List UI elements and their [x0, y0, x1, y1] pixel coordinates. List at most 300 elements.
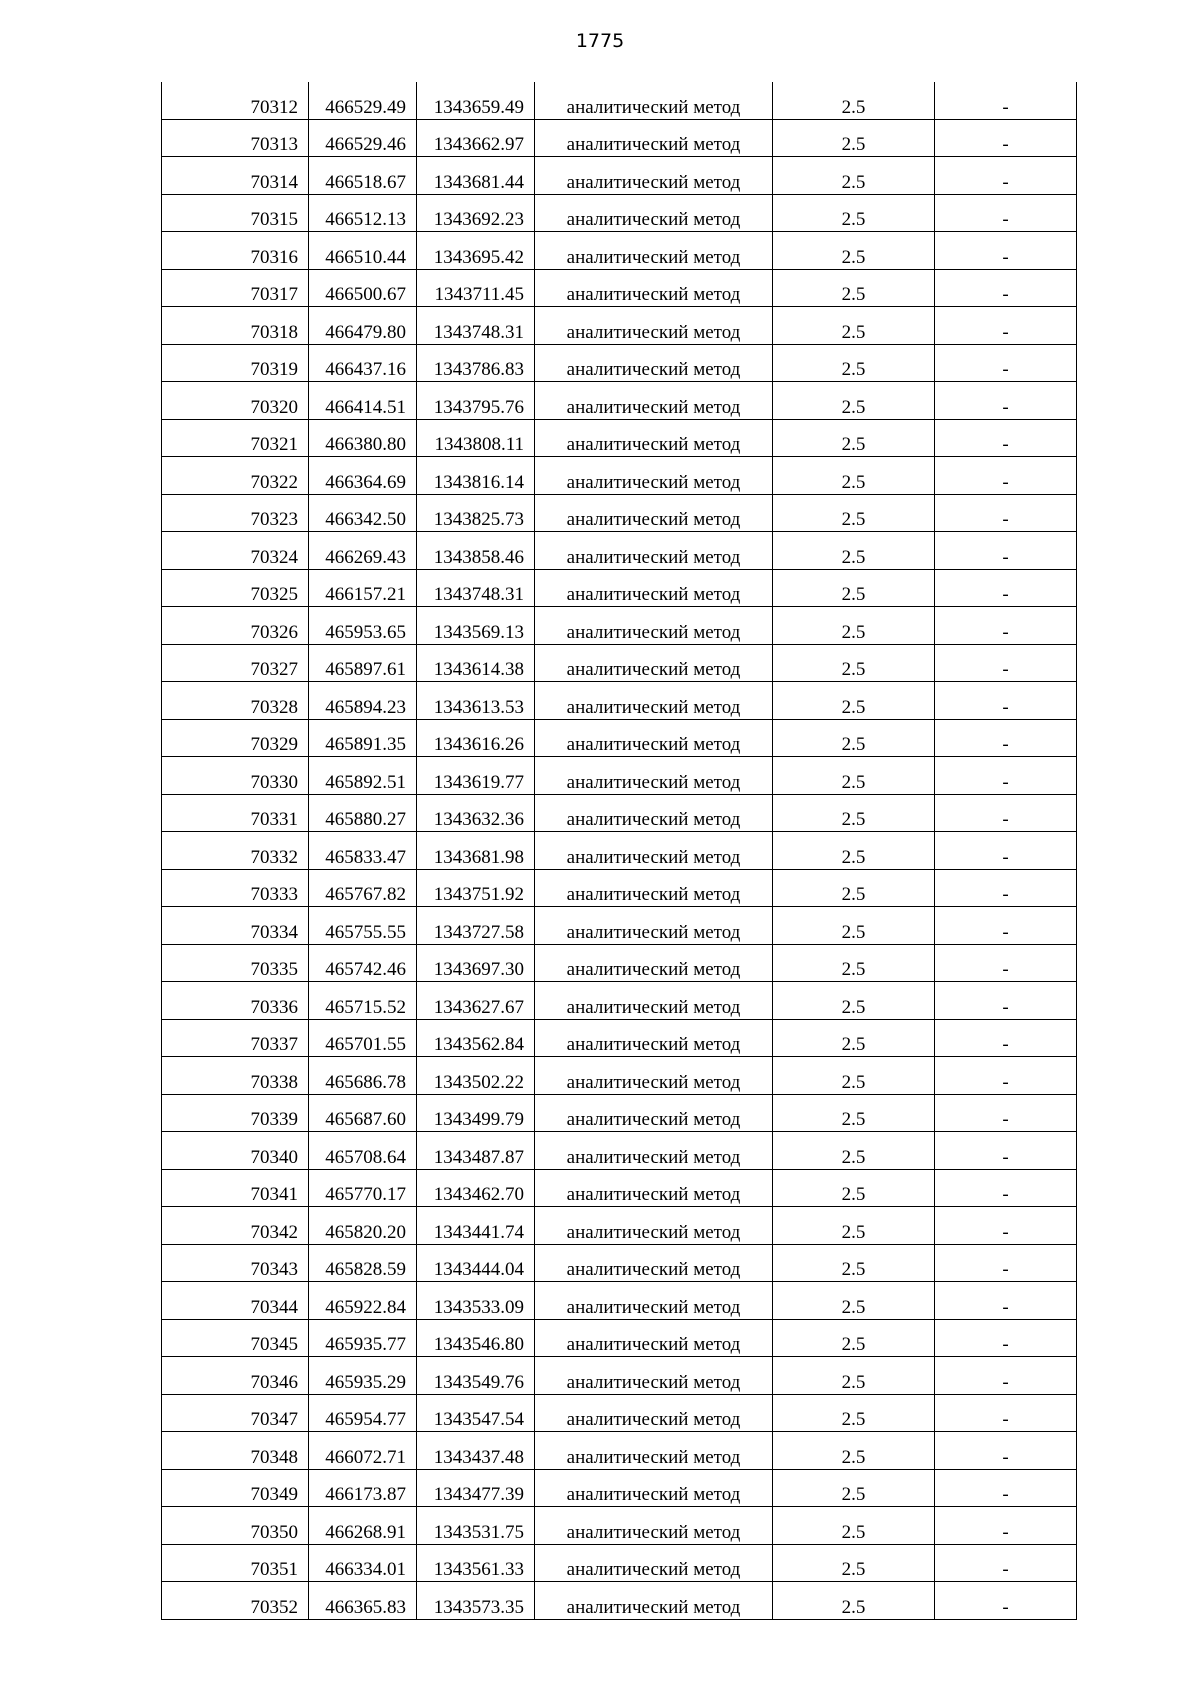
point-number-cell [162, 1057, 309, 1095]
x-coordinate-cell [309, 982, 417, 1020]
method-cell-text: аналитический метод [566, 1559, 741, 1580]
point-number-cell [162, 869, 309, 907]
point-number-cell-text: 70346 [250, 1371, 298, 1393]
x-coordinate-cell-text: 465755.55 [325, 921, 406, 943]
y-coordinate-cell-text: 1343462.70 [433, 1184, 524, 1205]
y-coordinate-cell [417, 794, 535, 832]
x-coordinate-cell [309, 269, 417, 307]
x-coordinate-cell [309, 157, 417, 195]
coordinates-table [161, 82, 1077, 1620]
y-coordinate-cell [417, 1544, 535, 1582]
x-coordinate-cell [309, 1544, 417, 1582]
x-coordinate-cell [309, 344, 417, 382]
method-cell-text: аналитический метод [566, 96, 741, 118]
y-coordinate-cell-text: 1343533.09 [433, 1296, 524, 1318]
point-number-cell [162, 1319, 309, 1357]
method-cell-text: аналитический метод [566, 1484, 741, 1505]
accuracy-cell [773, 794, 935, 832]
accuracy-cell [773, 607, 935, 645]
y-coordinate-cell-text: 1343614.38 [433, 659, 524, 680]
method-cell [535, 307, 773, 345]
x-coordinate-cell-text: 465708.64 [325, 1146, 406, 1168]
y-coordinate-cell [417, 1094, 535, 1132]
y-coordinate-cell [417, 982, 535, 1020]
point-number-cell [162, 532, 309, 570]
x-coordinate-cell-text: 465770.17 [325, 1184, 406, 1205]
x-coordinate-cell-text: 466157.21 [325, 584, 406, 605]
point-number-cell [162, 307, 309, 345]
note-cell [935, 1432, 1077, 1470]
note-cell-text: - [1002, 209, 1009, 230]
accuracy-cell [773, 832, 935, 870]
point-number-cell [162, 757, 309, 795]
y-coordinate-cell-text: 1343569.13 [433, 621, 524, 643]
x-coordinate-cell-text: 465953.65 [325, 621, 406, 643]
method-cell [535, 832, 773, 870]
table-row [162, 1357, 1077, 1395]
note-cell-text: - [1002, 134, 1009, 155]
accuracy-cell-text: 2.5 [841, 284, 866, 305]
note-cell-text: - [1002, 1071, 1009, 1093]
accuracy-cell [773, 307, 935, 345]
x-coordinate-cell [309, 307, 417, 345]
note-cell-text: - [1002, 1259, 1009, 1280]
point-number-cell-text: 70349 [250, 1484, 298, 1505]
x-coordinate-cell [309, 1582, 417, 1620]
note-cell [935, 1169, 1077, 1207]
note-cell [935, 944, 1077, 982]
note-cell-text: - [1002, 809, 1009, 830]
x-coordinate-cell [309, 569, 417, 607]
accuracy-cell [773, 644, 935, 682]
point-number-cell [162, 1357, 309, 1395]
method-cell [535, 907, 773, 945]
accuracy-cell-text: 2.5 [841, 471, 866, 493]
x-coordinate-cell-text: 465897.61 [325, 659, 406, 680]
table-row [162, 832, 1077, 870]
point-number-cell [162, 232, 309, 270]
x-coordinate-cell-text: 466072.71 [325, 1446, 406, 1468]
accuracy-cell-text: 2.5 [841, 1371, 866, 1393]
accuracy-cell [773, 194, 935, 232]
method-cell [535, 1169, 773, 1207]
method-cell-text: аналитический метод [566, 434, 741, 455]
method-cell-text: аналитический метод [566, 1221, 741, 1243]
table-row [162, 382, 1077, 420]
table-row [162, 1507, 1077, 1545]
y-coordinate-cell-text: 1343562.84 [433, 1034, 524, 1055]
table-row [162, 869, 1077, 907]
point-number-cell-text: 70313 [250, 134, 298, 155]
page-number: 1775 [575, 30, 625, 52]
accuracy-cell [773, 682, 935, 720]
x-coordinate-cell [309, 1319, 417, 1357]
method-cell-text: аналитический метод [566, 396, 741, 418]
table-row [162, 119, 1077, 157]
note-cell [935, 269, 1077, 307]
method-cell-text: аналитический метод [566, 321, 741, 343]
accuracy-cell [773, 1169, 935, 1207]
note-cell [935, 1094, 1077, 1132]
y-coordinate-cell-text: 1343659.49 [433, 96, 524, 118]
method-cell [535, 944, 773, 982]
x-coordinate-cell-text: 465820.20 [325, 1221, 406, 1243]
accuracy-cell-text: 2.5 [841, 1596, 866, 1618]
accuracy-cell-text: 2.5 [841, 621, 866, 643]
point-number-cell [162, 982, 309, 1020]
note-cell [935, 1244, 1077, 1282]
note-cell [935, 794, 1077, 832]
x-coordinate-cell-text: 466268.91 [325, 1521, 406, 1543]
y-coordinate-cell [417, 719, 535, 757]
method-cell [535, 494, 773, 532]
table-row [162, 1019, 1077, 1057]
method-cell [535, 82, 773, 119]
method-cell-text: аналитический метод [566, 696, 741, 718]
point-number-cell-text: 70325 [250, 584, 298, 605]
point-number-cell-text: 70319 [250, 359, 298, 380]
method-cell [535, 1019, 773, 1057]
table-row [162, 1207, 1077, 1245]
accuracy-cell [773, 269, 935, 307]
accuracy-cell [773, 569, 935, 607]
accuracy-cell [773, 1394, 935, 1432]
x-coordinate-cell-text: 465954.77 [325, 1409, 406, 1430]
point-number-cell-text: 70321 [250, 434, 298, 455]
method-cell-text: аналитический метод [566, 1184, 741, 1205]
point-number-cell-text: 70324 [250, 546, 298, 568]
note-cell-text: - [1002, 471, 1009, 493]
method-cell [535, 794, 773, 832]
x-coordinate-cell [309, 119, 417, 157]
x-coordinate-cell [309, 232, 417, 270]
accuracy-cell-text: 2.5 [841, 1409, 866, 1430]
note-cell [935, 982, 1077, 1020]
y-coordinate-cell [417, 157, 535, 195]
point-number-cell-text: 70314 [250, 171, 298, 193]
x-coordinate-cell-text: 465892.51 [325, 771, 406, 793]
point-number-cell-text: 70342 [250, 1221, 298, 1243]
accuracy-cell [773, 157, 935, 195]
point-number-cell-text: 70326 [250, 621, 298, 643]
point-number-cell [162, 457, 309, 495]
note-cell-text: - [1002, 1559, 1009, 1580]
point-number-cell-text: 70351 [250, 1559, 298, 1580]
x-coordinate-cell [309, 532, 417, 570]
point-number-cell-text: 70340 [250, 1146, 298, 1168]
point-number-cell-text: 70322 [250, 471, 298, 493]
accuracy-cell [773, 1319, 935, 1357]
table-row [162, 344, 1077, 382]
note-cell-text: - [1002, 734, 1009, 755]
y-coordinate-cell-text: 1343546.80 [433, 1334, 524, 1355]
accuracy-cell [773, 1469, 935, 1507]
table-row [162, 1094, 1077, 1132]
point-number-cell [162, 1394, 309, 1432]
x-coordinate-cell-text: 465767.82 [325, 884, 406, 905]
y-coordinate-cell [417, 1394, 535, 1432]
method-cell [535, 1432, 773, 1470]
note-cell-text: - [1002, 996, 1009, 1018]
method-cell [535, 644, 773, 682]
point-number-cell-text: 70347 [250, 1409, 298, 1430]
table-row [162, 1544, 1077, 1582]
table-row [162, 607, 1077, 645]
method-cell [535, 1507, 773, 1545]
table-row [162, 457, 1077, 495]
point-number-cell [162, 1507, 309, 1545]
accuracy-cell-text: 2.5 [841, 434, 866, 455]
point-number-cell-text: 70317 [250, 284, 298, 305]
x-coordinate-cell [309, 1394, 417, 1432]
method-cell [535, 1244, 773, 1282]
accuracy-cell-text: 2.5 [841, 134, 866, 155]
x-coordinate-cell [309, 457, 417, 495]
method-cell-text: аналитический метод [566, 1296, 741, 1318]
y-coordinate-cell-text: 1343613.53 [433, 696, 524, 718]
point-number-cell-text: 70312 [250, 96, 298, 118]
y-coordinate-cell [417, 569, 535, 607]
table-row [162, 1432, 1077, 1470]
x-coordinate-cell [309, 1282, 417, 1320]
table-row [162, 1132, 1077, 1170]
point-number-cell [162, 1432, 309, 1470]
note-cell [935, 682, 1077, 720]
method-cell-text: аналитический метод [566, 134, 741, 155]
y-coordinate-cell-text: 1343748.31 [433, 321, 524, 343]
y-coordinate-cell [417, 1357, 535, 1395]
note-cell-text: - [1002, 96, 1009, 118]
point-number-cell-text: 70316 [250, 246, 298, 268]
y-coordinate-cell-text: 1343825.73 [433, 509, 524, 530]
accuracy-cell-text: 2.5 [841, 771, 866, 793]
x-coordinate-cell [309, 644, 417, 682]
y-coordinate-cell-text: 1343786.83 [433, 359, 524, 380]
note-cell [935, 1019, 1077, 1057]
point-number-cell-text: 70336 [250, 996, 298, 1018]
note-cell-text: - [1002, 321, 1009, 343]
point-number-cell [162, 82, 309, 119]
y-coordinate-cell-text: 1343695.42 [433, 246, 524, 268]
method-cell-text: аналитический метод [566, 284, 741, 305]
point-number-cell-text: 70352 [250, 1596, 298, 1618]
x-coordinate-cell [309, 1244, 417, 1282]
x-coordinate-cell-text: 466365.83 [325, 1596, 406, 1618]
y-coordinate-cell [417, 1432, 535, 1470]
x-coordinate-cell-text: 465922.84 [325, 1296, 406, 1318]
accuracy-cell [773, 494, 935, 532]
y-coordinate-cell-text: 1343499.79 [433, 1109, 524, 1130]
note-cell-text: - [1002, 1446, 1009, 1468]
note-cell [935, 457, 1077, 495]
accuracy-cell-text: 2.5 [841, 921, 866, 943]
point-number-cell-text: 70329 [250, 734, 298, 755]
y-coordinate-cell-text: 1343751.92 [433, 884, 524, 905]
y-coordinate-cell-text: 1343727.58 [433, 921, 524, 943]
x-coordinate-cell-text: 466500.67 [325, 284, 406, 305]
table-row [162, 719, 1077, 757]
x-coordinate-cell-text: 465686.78 [325, 1071, 406, 1093]
point-number-cell [162, 1244, 309, 1282]
y-coordinate-cell [417, 232, 535, 270]
point-number-cell [162, 382, 309, 420]
x-coordinate-cell-text: 466512.13 [325, 209, 406, 230]
x-coordinate-cell [309, 1019, 417, 1057]
y-coordinate-cell [417, 344, 535, 382]
method-cell [535, 982, 773, 1020]
x-coordinate-cell [309, 832, 417, 870]
note-cell [935, 1507, 1077, 1545]
point-number-cell [162, 1544, 309, 1582]
accuracy-cell-text: 2.5 [841, 996, 866, 1018]
accuracy-cell-text: 2.5 [841, 1446, 866, 1468]
point-number-cell [162, 419, 309, 457]
method-cell [535, 157, 773, 195]
y-coordinate-cell-text: 1343477.39 [433, 1484, 524, 1505]
table-row [162, 944, 1077, 982]
accuracy-cell [773, 869, 935, 907]
accuracy-cell-text: 2.5 [841, 1259, 866, 1280]
table-row [162, 82, 1077, 119]
point-number-cell [162, 644, 309, 682]
note-cell [935, 907, 1077, 945]
method-cell-text: аналитический метод [566, 884, 741, 905]
method-cell [535, 344, 773, 382]
accuracy-cell-text: 2.5 [841, 209, 866, 230]
accuracy-cell [773, 1507, 935, 1545]
point-number-cell [162, 1582, 309, 1620]
accuracy-cell [773, 1019, 935, 1057]
point-number-cell-text: 70332 [250, 846, 298, 868]
x-coordinate-cell [309, 869, 417, 907]
y-coordinate-cell [417, 1282, 535, 1320]
y-coordinate-cell-text: 1343547.54 [433, 1409, 524, 1430]
note-cell [935, 232, 1077, 270]
y-coordinate-cell-text: 1343619.77 [433, 771, 524, 793]
accuracy-cell [773, 944, 935, 982]
accuracy-cell-text: 2.5 [841, 359, 866, 380]
coordinates-table-body [162, 82, 1077, 1619]
note-cell-text: - [1002, 771, 1009, 793]
note-cell [935, 494, 1077, 532]
accuracy-cell-text: 2.5 [841, 1184, 866, 1205]
note-cell [935, 1357, 1077, 1395]
x-coordinate-cell [309, 907, 417, 945]
y-coordinate-cell-text: 1343549.76 [433, 1371, 524, 1393]
point-number-cell-text: 70337 [250, 1034, 298, 1055]
method-cell-text: аналитический метод [566, 1259, 741, 1280]
y-coordinate-cell-text: 1343711.45 [434, 284, 524, 305]
accuracy-cell [773, 757, 935, 795]
accuracy-cell-text: 2.5 [841, 1221, 866, 1243]
method-cell [535, 869, 773, 907]
note-cell-text: - [1002, 884, 1009, 905]
method-cell-text: аналитический метод [566, 1596, 741, 1618]
table-row [162, 1169, 1077, 1207]
accuracy-cell [773, 719, 935, 757]
point-number-cell-text: 70315 [250, 209, 298, 230]
note-cell-text: - [1002, 621, 1009, 643]
method-cell-text: аналитический метод [566, 246, 741, 268]
y-coordinate-cell [417, 944, 535, 982]
x-coordinate-cell [309, 1357, 417, 1395]
y-coordinate-cell [417, 869, 535, 907]
method-cell [535, 1094, 773, 1132]
y-coordinate-cell-text: 1343573.35 [433, 1596, 524, 1618]
y-coordinate-cell [417, 607, 535, 645]
y-coordinate-cell [417, 119, 535, 157]
y-coordinate-cell [417, 419, 535, 457]
accuracy-cell [773, 982, 935, 1020]
point-number-cell [162, 1132, 309, 1170]
x-coordinate-cell-text: 466269.43 [325, 546, 406, 568]
method-cell [535, 119, 773, 157]
x-coordinate-cell [309, 607, 417, 645]
method-cell-text: аналитический метод [566, 1109, 741, 1130]
point-number-cell [162, 119, 309, 157]
note-cell-text: - [1002, 1371, 1009, 1393]
accuracy-cell [773, 419, 935, 457]
y-coordinate-cell-text: 1343502.22 [433, 1071, 524, 1093]
point-number-cell-text: 70348 [250, 1446, 298, 1468]
y-coordinate-cell-text: 1343616.26 [433, 734, 524, 755]
method-cell [535, 532, 773, 570]
point-number-cell [162, 719, 309, 757]
x-coordinate-cell-text: 466518.67 [325, 171, 406, 193]
x-coordinate-cell [309, 1207, 417, 1245]
y-coordinate-cell [417, 494, 535, 532]
method-cell-text: аналитический метод [566, 1409, 741, 1430]
method-cell-text: аналитический метод [566, 846, 741, 868]
point-number-cell [162, 494, 309, 532]
note-cell-text: - [1002, 1221, 1009, 1243]
method-cell-text: аналитический метод [566, 1446, 741, 1468]
accuracy-cell-text: 2.5 [841, 1071, 866, 1093]
point-number-cell [162, 832, 309, 870]
y-coordinate-cell [417, 1057, 535, 1095]
note-cell [935, 1207, 1077, 1245]
note-cell-text: - [1002, 959, 1009, 980]
x-coordinate-cell [309, 757, 417, 795]
note-cell [935, 157, 1077, 195]
accuracy-cell-text: 2.5 [841, 696, 866, 718]
x-coordinate-cell-text: 466479.80 [325, 321, 406, 343]
table-row [162, 494, 1077, 532]
accuracy-cell-text: 2.5 [841, 1334, 866, 1355]
method-cell-text: аналитический метод [566, 1371, 741, 1393]
point-number-cell-text: 70328 [250, 696, 298, 718]
accuracy-cell-text: 2.5 [841, 396, 866, 418]
y-coordinate-cell-text: 1343795.76 [433, 396, 524, 418]
point-number-cell-text: 70343 [250, 1259, 298, 1280]
y-coordinate-cell [417, 269, 535, 307]
point-number-cell [162, 194, 309, 232]
method-cell-text: аналитический метод [566, 1521, 741, 1543]
method-cell-text: аналитический метод [566, 359, 741, 380]
x-coordinate-cell-text: 465935.77 [325, 1334, 406, 1355]
point-number-cell [162, 1019, 309, 1057]
y-coordinate-cell-text: 1343692.23 [433, 209, 524, 230]
note-cell [935, 607, 1077, 645]
accuracy-cell-text: 2.5 [841, 509, 866, 530]
accuracy-cell [773, 1132, 935, 1170]
note-cell-text: - [1002, 171, 1009, 193]
note-cell [935, 82, 1077, 119]
method-cell [535, 194, 773, 232]
accuracy-cell-text: 2.5 [841, 96, 866, 118]
note-cell [935, 757, 1077, 795]
method-cell [535, 419, 773, 457]
